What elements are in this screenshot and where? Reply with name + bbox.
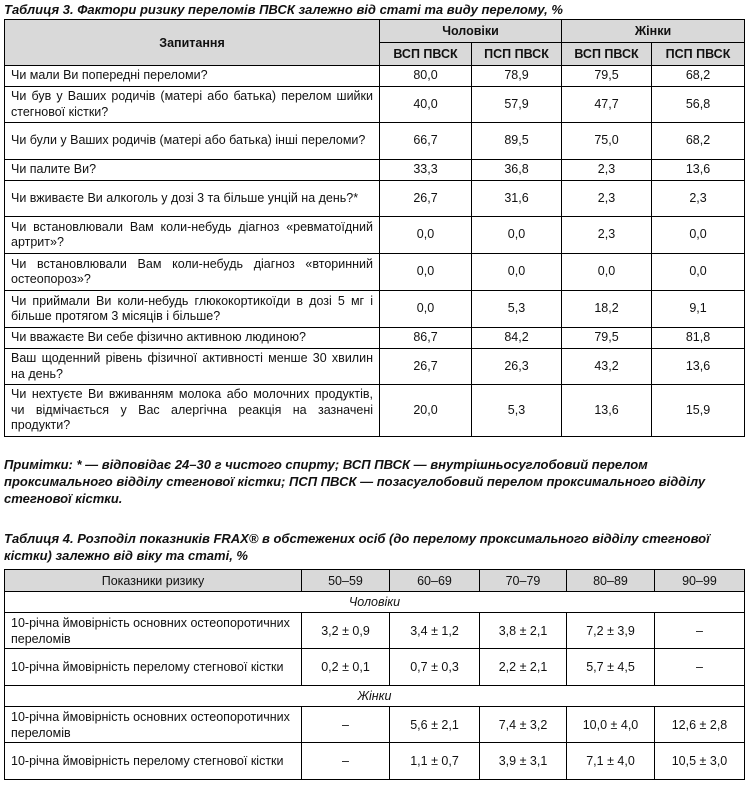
value-cell: 2,3 bbox=[562, 217, 652, 254]
indicator-cell: 10-річна ймовірність основних остеопоротичних переломів bbox=[5, 613, 302, 649]
value-cell: 26,7 bbox=[380, 181, 472, 217]
value-cell: 89,5 bbox=[472, 123, 562, 160]
header-risk: Показники ризику bbox=[5, 570, 302, 592]
table-row bbox=[5, 66, 745, 87]
table-row bbox=[5, 123, 745, 160]
value-cell: 1,1 ± 0,7 bbox=[390, 743, 480, 780]
question-cell: Ваш щоденний рівень фізичної активності менше 30 хвилин на день? bbox=[5, 349, 380, 385]
table-row bbox=[5, 707, 745, 743]
value-cell: 57,9 bbox=[472, 87, 562, 123]
section-title: Жінки bbox=[5, 686, 745, 707]
value-cell: 75,0 bbox=[562, 123, 652, 160]
table-row bbox=[5, 349, 745, 385]
value-cell: 2,3 bbox=[562, 160, 652, 181]
indicator-cell: 10-річна ймовірність перелому стегнової кістки bbox=[5, 649, 302, 686]
question-cell: Чи вживаєте Ви алкоголь у дозі 3 та більше унцій на день?* bbox=[5, 181, 380, 217]
value-cell: 20,0 bbox=[380, 385, 472, 437]
table3-caption: Таблиця 3. Фактори ризику переломів ПВСК залежно від статі та виду перелому, % bbox=[4, 2, 563, 17]
value-cell: 68,2 bbox=[652, 66, 745, 87]
value-cell: 7,4 ± 3,2 bbox=[480, 707, 567, 743]
value-cell: 5,7 ± 4,5 bbox=[567, 649, 655, 686]
section-row bbox=[5, 686, 745, 707]
section-title: Чоловіки bbox=[5, 592, 745, 613]
header-women: Жінки bbox=[562, 20, 745, 43]
table-row bbox=[5, 613, 745, 649]
question-cell: Чи встановлювали Вам коли-небудь діагноз «ревматоїдний артрит»? bbox=[5, 217, 380, 254]
value-cell: 0,0 bbox=[380, 291, 472, 328]
value-cell: 2,2 ± 2,1 bbox=[480, 649, 567, 686]
value-cell: – bbox=[655, 613, 745, 649]
question-cell: Чи були у Ваших родичів (матері або батька) інші переломи? bbox=[5, 123, 380, 160]
value-cell: 10,0 ± 4,0 bbox=[567, 707, 655, 743]
value-cell: 0,0 bbox=[472, 217, 562, 254]
header-age: 90–99 bbox=[655, 570, 745, 592]
value-cell: 36,8 bbox=[472, 160, 562, 181]
value-cell: 0,0 bbox=[380, 217, 472, 254]
value-cell: 33,3 bbox=[380, 160, 472, 181]
value-cell: 79,5 bbox=[562, 328, 652, 349]
value-cell: 2,3 bbox=[562, 181, 652, 217]
value-cell: 43,2 bbox=[562, 349, 652, 385]
header-age: 50–59 bbox=[302, 570, 390, 592]
table4 bbox=[4, 569, 745, 780]
value-cell: 78,9 bbox=[472, 66, 562, 87]
value-cell: 15,9 bbox=[652, 385, 745, 437]
table-row bbox=[5, 160, 745, 181]
value-cell: 81,8 bbox=[652, 328, 745, 349]
question-cell: Чи мали Ви попередні переломи? bbox=[5, 66, 380, 87]
value-cell: 0,0 bbox=[472, 254, 562, 291]
value-cell: 2,3 bbox=[652, 181, 745, 217]
table-row bbox=[5, 743, 745, 780]
header-women-psp: ПСП ПВСК bbox=[652, 43, 745, 66]
value-cell: 10,5 ± 3,0 bbox=[655, 743, 745, 780]
table-row bbox=[5, 291, 745, 328]
value-cell: 80,0 bbox=[380, 66, 472, 87]
table3-notes: Примітки: * — відповідає 24–30 г чистого спирту; ВСП ПВСК — внутрішньосуглобовий перелом проксимального відділу стегнової кістки; ПСП ПВСК — позасуглобовий перелом проксимального відділу стегнової кістки. bbox=[4, 457, 706, 506]
value-cell: 66,7 bbox=[380, 123, 472, 160]
header-age: 80–89 bbox=[567, 570, 655, 592]
value-cell: – bbox=[302, 743, 390, 780]
question-cell: Чи вважаєте Ви себе фізично активною людиною? bbox=[5, 328, 380, 349]
table-row bbox=[5, 328, 745, 349]
value-cell: 0,0 bbox=[562, 254, 652, 291]
value-cell: 13,6 bbox=[652, 349, 745, 385]
table-row bbox=[5, 87, 745, 123]
value-cell: 5,3 bbox=[472, 385, 562, 437]
value-cell: 3,4 ± 1,2 bbox=[390, 613, 480, 649]
value-cell: 47,7 bbox=[562, 87, 652, 123]
header-men-vsp: ВСП ПВСК bbox=[380, 43, 472, 66]
value-cell: 0,2 ± 0,1 bbox=[302, 649, 390, 686]
value-cell: 68,2 bbox=[652, 123, 745, 160]
value-cell: 0,0 bbox=[652, 254, 745, 291]
table-row bbox=[5, 217, 745, 254]
value-cell: 7,1 ± 4,0 bbox=[567, 743, 655, 780]
value-cell: 0,0 bbox=[380, 254, 472, 291]
question-cell: Чи був у Ваших родичів (матері або батька) перелом шийки стегнової кістки? bbox=[5, 87, 380, 123]
value-cell: 84,2 bbox=[472, 328, 562, 349]
header-men-psp: ПСП ПВСК bbox=[472, 43, 562, 66]
question-cell: Чи встановлювали Вам коли-небудь діагноз «вторинний остеопороз»? bbox=[5, 254, 380, 291]
question-cell: Чи приймали Ви коли-небудь глюкокортикоїди в дозі 5 мг і більше протягом 3 місяців і більше? bbox=[5, 291, 380, 328]
table-row bbox=[5, 385, 745, 437]
value-cell: 31,6 bbox=[472, 181, 562, 217]
header-women-vsp: ВСП ПВСК bbox=[562, 43, 652, 66]
value-cell: 12,6 ± 2,8 bbox=[655, 707, 745, 743]
value-cell: 13,6 bbox=[652, 160, 745, 181]
table4-caption: Таблиця 4. Розподіл показників FRAX® в обстежених осіб (до перелому проксимального відділу стегнової кістки) залежно від віку та статі, % bbox=[4, 531, 710, 563]
value-cell: – bbox=[302, 707, 390, 743]
value-cell: 7,2 ± 3,9 bbox=[567, 613, 655, 649]
value-cell: 86,7 bbox=[380, 328, 472, 349]
value-cell: 3,9 ± 3,1 bbox=[480, 743, 567, 780]
value-cell: 9,1 bbox=[652, 291, 745, 328]
value-cell: 3,2 ± 0,9 bbox=[302, 613, 390, 649]
value-cell: 5,6 ± 2,1 bbox=[390, 707, 480, 743]
table-row bbox=[5, 181, 745, 217]
table-row bbox=[5, 649, 745, 686]
indicator-cell: 10-річна ймовірність основних остеопоротичних переломів bbox=[5, 707, 302, 743]
table3 bbox=[4, 19, 745, 437]
header-question: Запитання bbox=[5, 20, 380, 66]
header-age: 60–69 bbox=[390, 570, 480, 592]
value-cell: 5,3 bbox=[472, 291, 562, 328]
indicator-cell: 10-річна ймовірність перелому стегнової кістки bbox=[5, 743, 302, 780]
value-cell: – bbox=[655, 649, 745, 686]
table-row bbox=[5, 254, 745, 291]
value-cell: 26,3 bbox=[472, 349, 562, 385]
value-cell: 13,6 bbox=[562, 385, 652, 437]
value-cell: 26,7 bbox=[380, 349, 472, 385]
value-cell: 56,8 bbox=[652, 87, 745, 123]
header-age: 70–79 bbox=[480, 570, 567, 592]
value-cell: 40,0 bbox=[380, 87, 472, 123]
header-men: Чоловіки bbox=[380, 20, 562, 43]
section-row bbox=[5, 592, 745, 613]
value-cell: 0,0 bbox=[652, 217, 745, 254]
question-cell: Чи нехтуєте Ви вживанням молока або молочних продуктів, чи відмічається у Вас алергічна реакція на зазначені продукти? bbox=[5, 385, 380, 437]
value-cell: 0,7 ± 0,3 bbox=[390, 649, 480, 686]
value-cell: 79,5 bbox=[562, 66, 652, 87]
value-cell: 18,2 bbox=[562, 291, 652, 328]
question-cell: Чи палите Ви? bbox=[5, 160, 380, 181]
value-cell: 3,8 ± 2,1 bbox=[480, 613, 567, 649]
